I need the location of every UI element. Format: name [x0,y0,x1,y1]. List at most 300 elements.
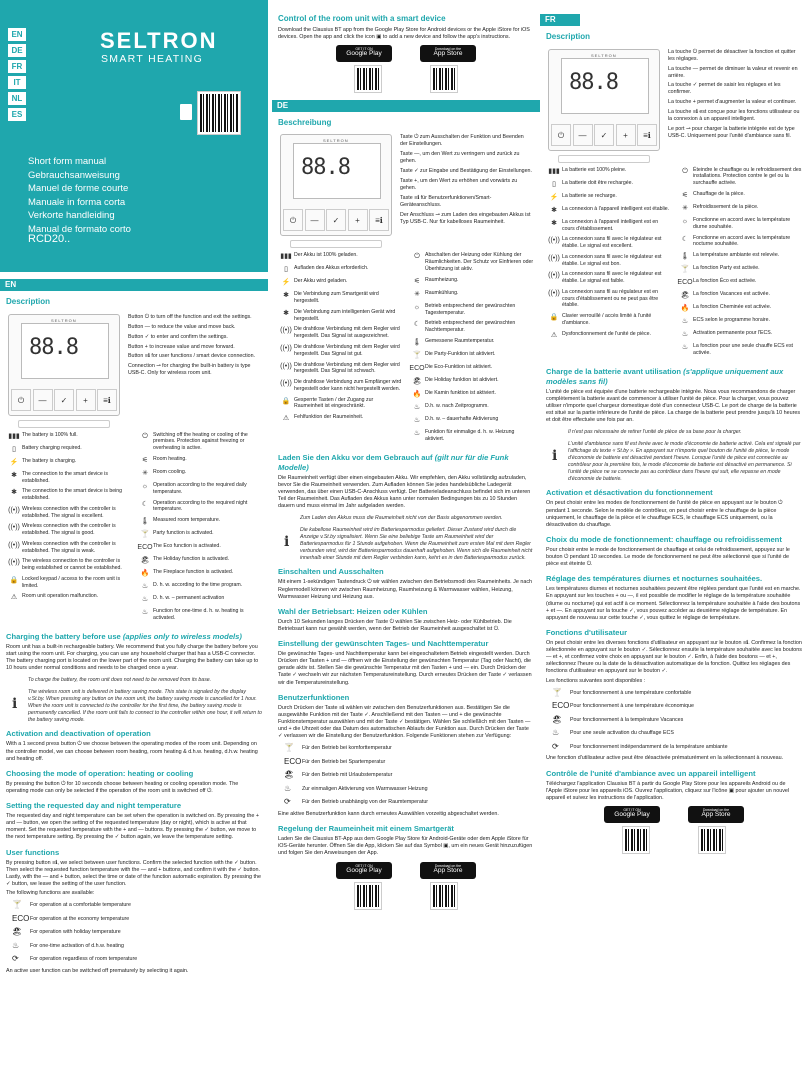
device-base [18,420,110,428]
legend-text: Raumkühlung. [425,289,459,296]
legend-symbol-icon: ▯ [284,266,288,274]
info-icon: i [284,534,290,551]
legend-text: La fonction pour une seule chauffe ECS est activée. [693,343,793,357]
legend-text: D. h. w. according to the time program. [153,582,243,589]
icon-legend-row [546,219,671,233]
legend-symbol-icon: ✱ [283,292,289,300]
user-functions-end: An active user function can be switched off prematurely by selecting it again. [6,967,189,974]
legend-text: Die drahtlose Verbindung mit dem Regler wird hergestellt. Das Signal ist ausgezeichnet. [294,326,400,340]
legend-symbol-icon: ((•)) [280,344,292,352]
user-function-list [6,900,262,965]
column-french [540,0,808,1077]
legend-text: The wireless connection to the controller is being established or cannot be established. [22,558,122,572]
battery-saving-note: i L'unité d'ambiance sans fil est livrée avec le mode d'économie de batterie activé. Cela est signalé par l'affichage du texte « St.by ». En appuyant sur n'importe quel bouton de l'unité de pièce, le mode d'économie de batterie est désactivé pendant l'heure. Lorsque l'unité de pièce est connectée au contrôleur pour la première fois, le mode d'économie de batterie est désactivé en permanence. Si l'unité de pièce ne se connecte pas au contrôleur dans l'heure qui suit, elle repasse en mode d'économie de batterie. [552,441,801,482]
legend-text: Die Verbindung zum intelligenten Gerät wird hergestellt. [294,308,396,322]
mode-text: Durch 10 Sekunden langes Drücken der Taste ⏻ wählen Sie zwischen Heiz- oder Kühlbetrieb. Die Betriebsart kann nur gewählt werden, wenn der Betrieb der Raumeinheit ausgeschaltet ist ⏻. [278,618,512,632]
google-play-badge[interactable]: GET IT ON Google Play [604,806,660,823]
button-desc: Button + to increase value and move forward. [128,343,235,350]
icon-legend-row [546,331,671,340]
button-desc: Button ≡ℹ for user functions / smart device connection. [128,353,255,360]
brand-logo: SELTRON [100,28,218,53]
legend-symbol-icon: ⚠ [282,415,290,423]
icon-legend-row [137,500,262,514]
icon-legend-row [409,403,534,412]
legend-text: Für den Betrieb bei komforttemperatur [302,745,392,752]
legend-text: Die drahtlose Verbindung mit dem Regler wird hergestellt. Das Signal ist gut. [294,343,400,357]
legend-symbol-icon: 🔒 [549,314,559,322]
legend-text: Wireless connection with the controller is established. The signal is weak. [22,540,116,554]
legend-symbol-icon: ((•)) [548,254,560,262]
user-function-row [12,954,262,965]
icon-legend-row [6,471,131,485]
legend-text: The battery is charging. [22,457,77,464]
legend-symbol-icon: 🔥 [140,570,150,578]
icon-list-right [137,432,262,626]
legend-text: For operation at a comfortable temperature [30,902,131,909]
qr-code [623,827,649,853]
menu-button: ≡ℹ [369,209,389,231]
icon-legend-row [409,390,534,399]
icon-legend-row [677,167,802,188]
legend-text: For operation regardless of room temperature [30,956,138,963]
legend-symbol-icon: 🔒 [281,397,291,405]
icon-legend-row [278,362,403,376]
legend-text: Wireless connection with the controller is established. The signal is excellent. [22,505,116,519]
icon-legend-row [409,429,534,443]
device-illustration [8,314,120,428]
legend-symbol-icon: 🍸 [680,266,690,274]
legend-text: Activation permanente pour l'ECS. [693,330,773,337]
legend-text: Wireless connection with the controller is established. The signal is good. [22,523,116,537]
legend-text: The battery is 100% full. [22,431,78,438]
legend-symbol-icon: ✳ [682,204,688,212]
icon-legend [540,167,808,361]
legend-text: Party function is activated. [153,530,214,537]
user-function-row [552,701,802,712]
button-descriptions: La touche ⏻ permet de désactiver la fonction et quitter les réglages. La touche — permet de diminuer la valeur et revenir en arrière. La touche ✓ permet de saisir les réglages et les confirmer. La touche + permet d'augmenter la valeur et continuer. La touche ≡ℹ est conçue pour les fonctions utilisateur ou la connexion à un appareil intelligent. Le port ⊸ pour charger la batterie intégrée est de type USB-C. Uniquement pour l'unité d'ambiance sans fil. [668,48,800,140]
legend-text: The Eco function is activated. [153,543,221,550]
legend-text: D.h. w. nach Zeitprogramm. [425,402,489,409]
legend-text: Measured room temperature. [153,517,221,524]
temperature-heading: Réglage des températures diurnes et nocturnes souhaitées. [546,574,763,584]
charging-heading: Charging the battery before use (applies only to wireless models) [6,631,242,641]
temperature-heading: Einstellung der gewünschten Tages- und Nachttemperatur [278,639,489,649]
legend-symbol-icon: ♨ [284,783,292,793]
minus-button: — [33,389,53,411]
model-number: RCD20.. [28,233,71,245]
icon-legend-row [6,576,131,590]
legend-text: La fonction Vacances est activée. [693,291,770,298]
legend-symbol-icon: 🏖 [140,557,150,565]
legend-text: Éteindre le chauffage ou le refroidissement des installations. Protection contre le gel ou la surchauffe activée. [693,166,802,187]
manual-title: Manuale in forma corta [28,196,126,208]
legend-symbol-icon: 🍸 [284,743,294,753]
legend-symbol-icon: ☼ [681,217,689,225]
legend-symbol-icon: 🏖 [412,377,422,385]
cover-panel [0,0,268,272]
user-function-row [552,728,802,739]
manual-title: Verkorte handleiding [28,210,115,221]
legend-text: Abschalten der Heizung oder Kühlung der Räumlichkeiten. Der Schutz vor Einfrieren oder Überhitzung ist aktiv. [425,252,534,273]
lang-tab: FR [8,60,26,73]
lang-tab: IT [8,76,26,89]
language-tabs [8,28,26,124]
legend-symbol-icon: ✱ [551,219,557,227]
legend-symbol-icon: ⏻ [414,253,420,261]
legend-symbol-icon: ♨ [12,940,20,950]
legend-symbol-icon: ((•)) [8,524,20,532]
icon-legend-row [137,556,262,565]
legend-text: La fonction Cheminée est activée. [693,304,772,311]
icon-legend-row [409,377,534,386]
confirm-button: ✓ [594,124,614,146]
lang-tab: EN [8,28,26,41]
temperature-text: Les températures diurnes et nocturnes souhaitées peuvent être réglées pendant que l'unité est en marche. En appuyant sur les touches + ou —, il est possible de modifier le réglage de la température souhaitée (diurne ou nocturne) qui est actif à ce moment. Sélectionnez la température souhaitée à l'aide des boutons + et —. En appuyant sur la touche ✓, vous pouvez accéder au deuxième réglage de température. En appuyant de nouveau sur cette touche ✓, vous quittez le réglage de température. [546,586,801,621]
icon-legend-row [6,558,131,572]
smart-control-text: Téléchargez l'application Clausius BT à partir du Google Play Store pour les appareils Android ou de l'Apple iStore pour les appareils iOS. Ouvrez l'application, cliquez sur l'icône ▣ pour ajouter un nouvel appareil et suivez les instructions de l'application. [546,780,790,801]
user-functions-heading: Fonctions d'utilisateur [546,627,628,637]
legend-symbol-icon: ☾ [681,235,689,243]
qr-code [431,66,457,92]
legend-text: The Holiday function is activated. [153,556,230,563]
activation-heading: Activation et désactivation du fonctionnement [546,488,713,498]
legend-symbol-icon: ♨ [413,430,421,438]
legend-text: Aufladen des Akkus erforderlich. [294,265,369,272]
charging-heading: Charge de la batterie avant utilisation (s'applique uniquement aux modèles sans fil) [546,366,784,386]
legend-symbol-icon: 🔒 [9,576,19,584]
device-illustration: SELTRON 88.8 ⏻ — ✓ + ≡ℹ [280,134,392,248]
legend-text: Locked keypad / access to the room unit is limited. [22,575,121,589]
legend-symbol-icon: 🔥 [680,305,690,313]
legend-symbol-icon: ♨ [141,583,149,591]
icon-legend-row [409,320,534,334]
legend-text: Room heating. [153,455,187,462]
legend-text: Operation according to the required night temperature. [153,499,248,513]
icon-legend-row [137,432,262,453]
legend-symbol-icon: ((•)) [8,559,20,567]
button-desc: Button ✓ to enter and confirm the settings. [128,333,228,340]
icon-legend-row [137,569,262,578]
device-description [0,310,268,432]
manual-title: Short form manual [28,156,107,167]
icon-legend-row [546,193,671,202]
legend-text: For one-time activation of d.h.w. heating [30,942,124,949]
legend-symbol-icon: ♨ [141,609,149,617]
legend-text: Der Akku ist 100% geladen. [294,252,358,259]
user-function-row [552,688,802,699]
legend-symbol-icon: ▮▮▮ [548,167,560,175]
legend-text: For operation with holiday temperature [30,929,121,936]
icon-legend-row [409,252,534,273]
icon-legend-row [278,414,403,423]
legend-symbol-icon: ♨ [413,403,421,411]
legend-symbol-icon: 🍸 [12,900,22,910]
icon-legend-row [546,206,671,215]
icon-legend-row [278,265,403,274]
icon-legend-row [6,432,131,441]
user-functions-text: On peut choisir entre les diverses fonctions d'utilisateur en appuyant sur le bouton ≡ℹ. Confirmez la fonction sélectionnée en appuyant sur le bouton ✓. Sélectionnez ensuite la température souhaitée avec les boutons — et +, et confirmez votre choix en appuyant sur le bouton ✓. Enfin, à l'aide des boutons — et +, sélectionnez l'heure ou la date de la désactivation automatique de la fonction. Quittez les réglages des fonctions d'utilisateur en appuyant sur le bouton ✓. [546,639,802,675]
icon-legend-row [677,291,802,300]
icon-legend-row [278,278,403,287]
mode-heading: Choix du mode de fonctionnement: chauffage ou refroidissement [546,534,782,544]
info-icon: i [12,696,18,713]
user-function-row [12,900,262,911]
icon-list-left [546,167,671,361]
legend-symbol-icon: ((•)) [8,541,20,549]
user-function-row [552,715,802,726]
temperature-text: Die gewünschte Tages- und Nachttemperatur kann bei eingeschaltetem Betrieb eingestellt werden. Durch Drücken der Tasten + und — öffnen wir die Einstellung der gewünschten Temperatur (Tag oder Nacht), die gerade aktiv ist. Stellen Sie die gewünschte Temperatur mit den Tasten + und — ein. Durch Drücken der Taste ✓ wechseln wir zur nächsten Temperatureinstellung. Durch erneutes Drücken der Taste ✓ verlassen wir die Temperatureinstellung. [278,651,532,686]
button-descriptions [128,314,260,428]
manual-title: Manual de formato corto [28,223,131,235]
icon-legend-row [409,364,534,373]
legend-text: La température ambiante est relevée. [693,252,780,259]
legend-symbol-icon: ((•)) [280,380,292,388]
minus-button: — [305,209,325,231]
icon-legend-row [409,351,534,360]
icon-legend-row [278,379,403,393]
description-heading: Beschreibung [278,117,332,127]
menu-button: ≡ℹ [97,389,117,411]
smart-control-heading: Regelung der Raumeinheit mit einem Smartgerät [278,824,454,834]
legend-text: La connexion à l'appareil intelligent est en cours d'établissement. [562,218,659,232]
icon-legend-row [546,236,671,250]
legend-symbol-icon: ✱ [11,471,17,479]
legend-symbol-icon: ⚡ [9,458,19,466]
legend-text: Funktion für einmalige d. h. w. Heizung aktiviert. [425,429,515,442]
lang-tab: ES [8,108,26,121]
lang-tab: DE [8,44,26,57]
legend-text: Für den Betrieb mit Urlaubstemperatur [302,772,393,779]
user-functions-end: Eine aktive Benutzerfunktion kann durch erneutes Auswählen vorzeitig abgeschaltet werden. [278,811,499,818]
legend-symbol-icon: ⏻ [142,432,148,440]
icon-legend [0,432,268,626]
legend-symbol-icon: ☼ [413,303,421,311]
legend-symbol-icon: ⟳ [12,954,19,964]
legend-text: La connexion sans fil avec le régulateur est établie. Le signal est bon. [562,253,662,267]
user-function-list [546,688,802,753]
legend-text: Pour fonctionnement à une température confortable [570,689,692,696]
user-functions-text: By pressing button ≡ℹ, we select between user functions. Confirm the selected function with the ✓ button. Then select the requested function temperature with the — and + buttons, and confirm it with the ✓ button. Lastly, with the — and + button, select the time or date of the function automatic expiration. By pressing the ✓ button, we leave the setting of the user function. [6,859,262,887]
charging-note: Zum Laden des Akkus muss die Raumeinheit nicht von der Basis abgenommen werden. [300,515,503,522]
icon-legend-row [409,277,534,286]
legend-symbol-icon: ECO [552,701,570,711]
legend-text: Die drahtlose Verbindung zum Empfänger wird hergestellt oder kann nicht hergestellt werden. [294,379,402,392]
icon-legend-row [137,608,262,622]
legend-text: Raumheizung. [425,276,459,283]
legend-text: Gemessene Raumtemperatur. [425,337,495,344]
legend-symbol-icon: 🌡 [140,518,150,526]
description-heading: Description [6,297,51,306]
app-store-badge[interactable]: Download on the App Store [420,862,476,879]
user-function-list [278,743,534,808]
legend-symbol-icon: ((•)) [548,237,560,245]
icon-legend-row [278,252,403,261]
smart-control-heading: Control of the room unit with a smart device [278,14,446,23]
legend-symbol-icon: ((•)) [280,362,292,370]
google-play-badge[interactable]: GET IT ON Google Play [336,862,392,879]
legend-text: Function for one-time d. h. w. heating is activated. [153,608,244,622]
legend-symbol-icon: ⟳ [284,797,291,807]
legend-text: Der Akku wird geladen. [294,278,348,285]
icon-legend-row [546,313,671,327]
icon-legend-row [677,278,802,287]
power-button: ⏻ [551,124,571,146]
legend-symbol-icon: ✳ [414,290,420,298]
app-store-badge[interactable]: Download on the App Store [688,806,744,823]
legend-text: Die Holiday funktion ist aktiviert. [425,376,499,383]
qr-code [431,883,457,909]
document-icon [180,104,192,120]
icon-legend-row [137,582,262,591]
legend-text: Pour fonctionnement indépendamment de la température ambiante [570,743,728,750]
user-function-row [284,784,534,795]
activation-heading: Einschalten und Ausschalten [278,567,384,577]
legend-text: Zur einmaligen Aktivierung von Warmwasser Heizung [302,785,428,792]
charging-heading: Laden Sie den Akku vor dem Gebrauch auf (gilt nur für die Funk Modelle) [278,452,509,472]
icon-legend-row [6,523,131,537]
legend-text: Die Kamin funktion ist aktiviert. [425,389,496,396]
smart-control-heading: Contrôle de l'unité d'ambiance avec un appareil intelligent [546,768,756,778]
legend-symbol-icon: ⏻ [682,167,688,175]
legend-symbol-icon: 🏖 [552,714,563,724]
legend-symbol-icon: ⚡ [281,279,291,287]
legend-symbol-icon: ((•)) [280,327,292,335]
qr-codes [278,66,534,92]
legend-symbol-icon: ▮▮▮ [8,432,20,440]
icon-legend-row [137,543,262,552]
button-desc: Connection ⊸ for charging the built-in battery is type USB-C. Only for wireless room unit. [128,363,251,377]
legend-text: La batterie est 100% pleine. [562,166,627,173]
icon-legend-row [278,309,403,323]
legend-text: Betrieb entsprechend der gewünschten Tagestemperatur. [425,302,516,316]
legend-symbol-icon: ✱ [11,489,17,497]
legend-text: Battery charging required. [22,444,82,451]
user-function-row [552,742,802,753]
legend-text: The connection to the smart device is being established. [22,488,123,502]
device-digits: 88.8 [29,334,78,360]
confirm-button: ✓ [326,209,346,231]
legend-symbol-icon: ECO [12,913,30,923]
legend-text: Clavier verrouillé / accès limité à l'unité d'ambiance. [562,313,652,326]
legend-symbol-icon: ((•)) [8,506,20,514]
user-function-row [284,743,534,754]
charging-text: Room unit has a built-in rechargeable battery. We recommend that you fully charge the battery before you start using the room unit. For charging, you can use any household charger that has a USB-C connector. The battery charging port is located on the lower part of the room unit. Charging the battery can take up to 10 hours under normal conditions and needs to be charged once a year. [6,643,259,672]
app-store-badge[interactable]: Download on the App Store [420,45,476,62]
icon-legend [272,252,540,446]
activation-text: On peut choisir entre les modes de fonctionnement de l'unité de pièce en appuyant sur le bouton ⏻ pendant 1 seconde. Selon le modèle de contrôleur, on peut choisir entre le chauffage de la pièce uniquement, le chauffage de la pièce et le chauffage ECS, le chauffage ECS uniquement, ou la désactivation du chauffage. [546,500,783,528]
legend-symbol-icon: ♨ [681,344,689,352]
legend-symbol-icon: 🍸 [140,531,150,539]
legend-symbol-icon: ♨ [681,318,689,326]
legend-text: Fehlfunktion der Raumeinheit. [294,414,364,421]
legend-text: La batterie doit être rechargée. [562,179,633,186]
user-functions-intro: The following functions are available: [6,890,95,897]
icon-legend-row [546,289,671,310]
icon-list-left [278,252,403,446]
mode-heading: Choosing the mode of operation: heating or cooling [6,768,194,778]
icon-list-right [409,252,534,446]
legend-symbol-icon: ECO [409,364,425,372]
menu-button: ≡ℹ [637,124,657,146]
legend-symbol-icon: ✱ [551,206,557,214]
mode-text: Pour choisir entre le mode de fonctionnement de chauffage et celui de refroidissement, appuyez sur le bouton ⏻ pendant 10 secondes. Le mode de fonctionnement ne peut être sélectionné que si l'unité de pièce est éteinte ⏻. [546,546,790,568]
icon-legend-row [6,445,131,454]
charging-note: Il n'est pas nécessaire de retirer l'unité de pièce de sa base pour la charger. [568,429,742,436]
device-buttons [11,389,117,413]
icon-legend-row [409,416,534,425]
legend-symbol-icon: 🍸 [552,687,562,697]
power-button: ⏻ [283,209,303,231]
section-label-de: DE [272,100,540,112]
icon-legend-row [409,303,534,317]
legend-text: La batterie se recharge. [562,192,617,199]
legend-symbol-icon: ▯ [552,180,556,188]
minus-button: — [573,124,593,146]
legend-text: Die drahtlose Verbindung mit dem Regler wird hergestellt. Das Signal ist schwach. [294,361,400,375]
legend-symbol-icon: ☼ [141,482,149,490]
icon-legend-row [137,517,262,526]
manual-title: Gebrauchsanweisung [28,169,120,181]
google-play-badge[interactable]: GET IT ON Google Play [336,45,392,62]
legend-text: Fonctionne en accord avec la température nocturne souhaitée. [693,234,791,248]
device-logo: SELTRON [51,317,77,323]
legend-symbol-icon: 🍸 [412,351,422,359]
device-illustration: SELTRON 88.8 ⏻ — ✓ + ≡ℹ [548,49,660,163]
legend-text: La fonction Éco est activée. [693,278,757,285]
device-description [272,130,540,252]
legend-text: Room cooling. [153,468,187,475]
legend-symbol-icon: ♨ [413,417,421,424]
icon-legend-row [137,482,262,496]
user-functions-heading: User functions [6,847,60,857]
icon-legend-row [546,254,671,268]
icon-legend-row [677,204,802,213]
legend-text: La connexion sans fil avec le régulateur est établie. Le signal est faible. [562,271,662,285]
legend-text: Fonctionne en accord avec la température diurne souhaitée. [693,216,791,230]
icon-legend-row [677,343,802,357]
legend-text: Gesperrte Tasten / der Zugang zur Raumeinheit ist eingeschränkt. [294,396,374,410]
user-functions-heading: Benutzerfunktionen [278,692,350,702]
legend-text: Betrieb entsprechend der gewünschten Nachttemperatur. [425,320,516,334]
mode-heading: Wahl der Betriebsart: Heizen oder Kühlen [278,606,428,616]
icon-legend-row [6,488,131,502]
mode-text: By pressing the button ⏻ for 10 seconds choose between heating or cooling operation mode. The operating mode can only be selected if the operation of the room unit is switched off ⏻. [6,780,239,794]
legend-symbol-icon: ☾ [413,321,421,329]
legend-symbol-icon: ⚟ [681,191,689,199]
english-section [0,279,268,977]
legend-symbol-icon: 🌡 [680,253,690,261]
plus-button: + [616,124,636,146]
plus-button: + [348,209,368,231]
user-function-row [284,757,534,768]
legend-text: D. h. w. – permanent activation [153,595,225,602]
legend-text: Die Party-Funktion ist aktiviert. [425,350,496,357]
legend-text: La connexion à l'appareil intelligent est établie. [562,205,670,212]
legend-symbol-icon: ☾ [141,500,149,508]
legend-symbol-icon: 🌡 [412,338,422,346]
section-label-en: EN [0,279,268,291]
icon-legend-row [137,595,262,604]
icon-legend-row [6,506,131,520]
legend-symbol-icon: ((•)) [548,289,560,297]
icon-legend-row [677,304,802,313]
lang-tab: NL [8,92,26,105]
charging-text: L'unité de pièce est équipée d'une batterie rechargeable intégrée. Nous vous recommandons de charger complètement la batterie avant de commencer à utiliser l'unité de pièce. Pour la charger, vous pouvez utiliser n'importe quel chargeur domestique doté d'un connecteur USB-C. Le port de charge de la batterie est situé sur la partie inférieure de l'unité de pièce. La charge de la batterie peut prendre jusqu'à 10 heures et doit être effectuée une fois par an. [546,388,801,424]
legend-symbol-icon: ⟳ [552,741,559,751]
legend-text: Für den Betrieb unabhängig von der Raumtemperatur [302,799,429,806]
icon-list-left [6,432,131,626]
temperature-heading: Setting the requested day and night temperature [6,801,182,811]
